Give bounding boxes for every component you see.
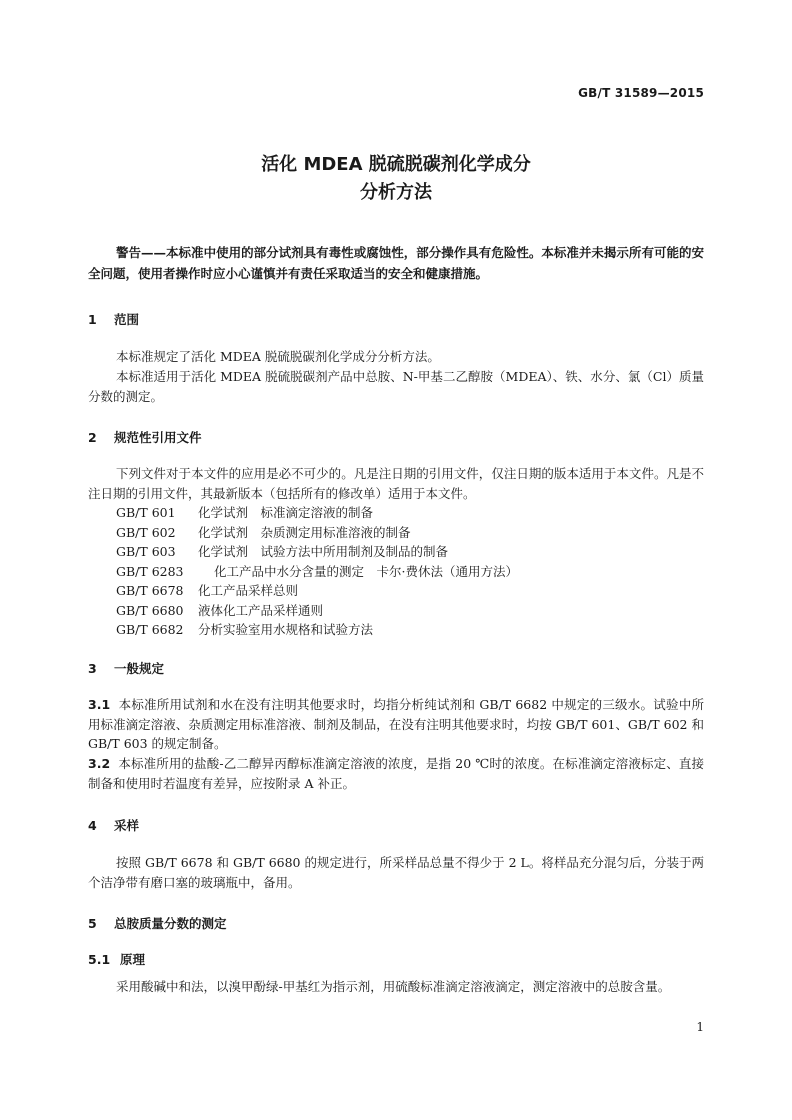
clause-3-2	[88, 754, 704, 793]
section-4-heading	[88, 816, 139, 834]
section-title: 总胺质量分数的测定	[114, 916, 227, 931]
reference-list	[116, 503, 518, 640]
clause-text: 本标准所用的盐酸-乙二醇异丙醇标准滴定溶液的浓度，是指 20 ℃时的浓度。在标准滴定溶液标定、直接制备和使用时若温度有差异，应按附录 A 补正。	[88, 756, 705, 791]
document-title: 活化 MDEA 脱硫脱碳剂化学成分	[261, 154, 531, 175]
section-title: 一般规定	[114, 661, 165, 676]
reference-title: 化工产品采样总则	[198, 583, 299, 598]
section-2-heading	[88, 428, 202, 446]
section-number: 1	[88, 312, 97, 327]
clause-number: 3.1	[88, 697, 111, 712]
reference-item	[116, 562, 518, 582]
section-title: 规范性引用文件	[114, 430, 202, 445]
section-title: 范围	[114, 312, 140, 327]
warning-paragraph: 警告——本标准中使用的部分试剂具有毒性或腐蚀性，部分操作具有危险性。本标准并未揭示所有可能的安全问题，使用者操作时应小心谨慎并有责任采取适当的安全和健康措施。	[88, 245, 704, 281]
reference-item	[116, 620, 518, 640]
reference-title: 化学试剂 试验方法中所用制剂及制品的制备	[198, 544, 449, 559]
reference-item	[116, 523, 518, 543]
reference-item	[116, 581, 518, 601]
subsection-number: 5.1	[88, 952, 111, 967]
page-number: 1	[696, 1020, 704, 1034]
reference-item	[116, 503, 518, 523]
section-title: 采样	[114, 818, 140, 833]
section-5-heading	[88, 914, 227, 932]
reference-code: GB/T 603	[116, 544, 176, 559]
reference-title: 分析实验室用水规格和试验方法	[198, 622, 374, 637]
reference-code: GB/T 601	[116, 505, 176, 520]
section-1-paragraph-2: 本标准适用于活化 MDEA 脱硫脱碳剂产品中总胺、N-甲基二乙醇胺（MDEA）、铁、水分、氯（Cl）质量分数的测定。	[88, 369, 704, 404]
reference-title: 液体化工产品采样通则	[198, 602, 324, 618]
reference-code: GB/T 6680	[116, 602, 184, 618]
reference-title: 化工产品中水分含量的测定 卡尔·费休法（通用方法）	[214, 563, 518, 579]
section-number: 2	[88, 430, 97, 445]
subsection-5-1-heading	[88, 950, 145, 968]
section-3-heading	[88, 659, 164, 677]
reference-item	[116, 542, 518, 562]
section-5-1-paragraph: 采用酸碱中和法，以溴甲酚绿-甲基红为指示剂，用硫酸标准滴定溶液滴定，测定溶液中的总胺含量。	[116, 979, 671, 994]
section-2-intro: 下列文件对于本文件的应用是必不可少的。凡是注日期的引用文件，仅注日期的版本适用于本文件。凡是不注日期的引用文件，其最新版本（包括所有的修改单）适用于本文件。	[88, 466, 704, 501]
reference-code: GB/T 6283	[116, 563, 184, 579]
section-number: 4	[88, 818, 97, 833]
section-1-paragraph-1: 本标准规定了活化 MDEA 脱硫脱碳剂化学成分分析方法。	[116, 349, 440, 364]
subsection-title: 原理	[120, 952, 146, 967]
clause-text: 本标准所用试剂和水在没有注明其他要求时，均指分析纯试剂和 GB/T 6682 中规定的三级水。试验中所用标准滴定溶液、杂质测定用标准溶液、制剂及制品，在没有注明其他要求时，均按 GB/T 601、GB/T 602 和 GB/T 603 的规定制备。	[88, 697, 704, 751]
section-number: 3	[88, 661, 97, 676]
clause-number: 3.2	[88, 756, 111, 771]
standard-number: GB/T 31589—2015	[578, 86, 704, 100]
reference-code: GB/T 602	[116, 524, 176, 540]
reference-code: GB/T 6678	[116, 583, 184, 598]
section-number: 5	[88, 916, 97, 931]
document-title-line2: 分析方法	[360, 182, 432, 203]
clause-3-1	[88, 695, 704, 754]
reference-item	[116, 601, 518, 621]
section-4-paragraph: 按照 GB/T 6678 和 GB/T 6680 的规定进行，所采样品总量不得少于 2 L。将样品充分混匀后，分装于两个洁净带有磨口塞的玻璃瓶中，备用。	[88, 855, 704, 890]
reference-code: GB/T 6682	[116, 622, 184, 637]
reference-title: 化学试剂 标准滴定溶液的制备	[198, 505, 374, 520]
section-1-heading	[88, 310, 139, 328]
reference-title: 化学试剂 杂质测定用标准溶液的制备	[198, 524, 411, 540]
